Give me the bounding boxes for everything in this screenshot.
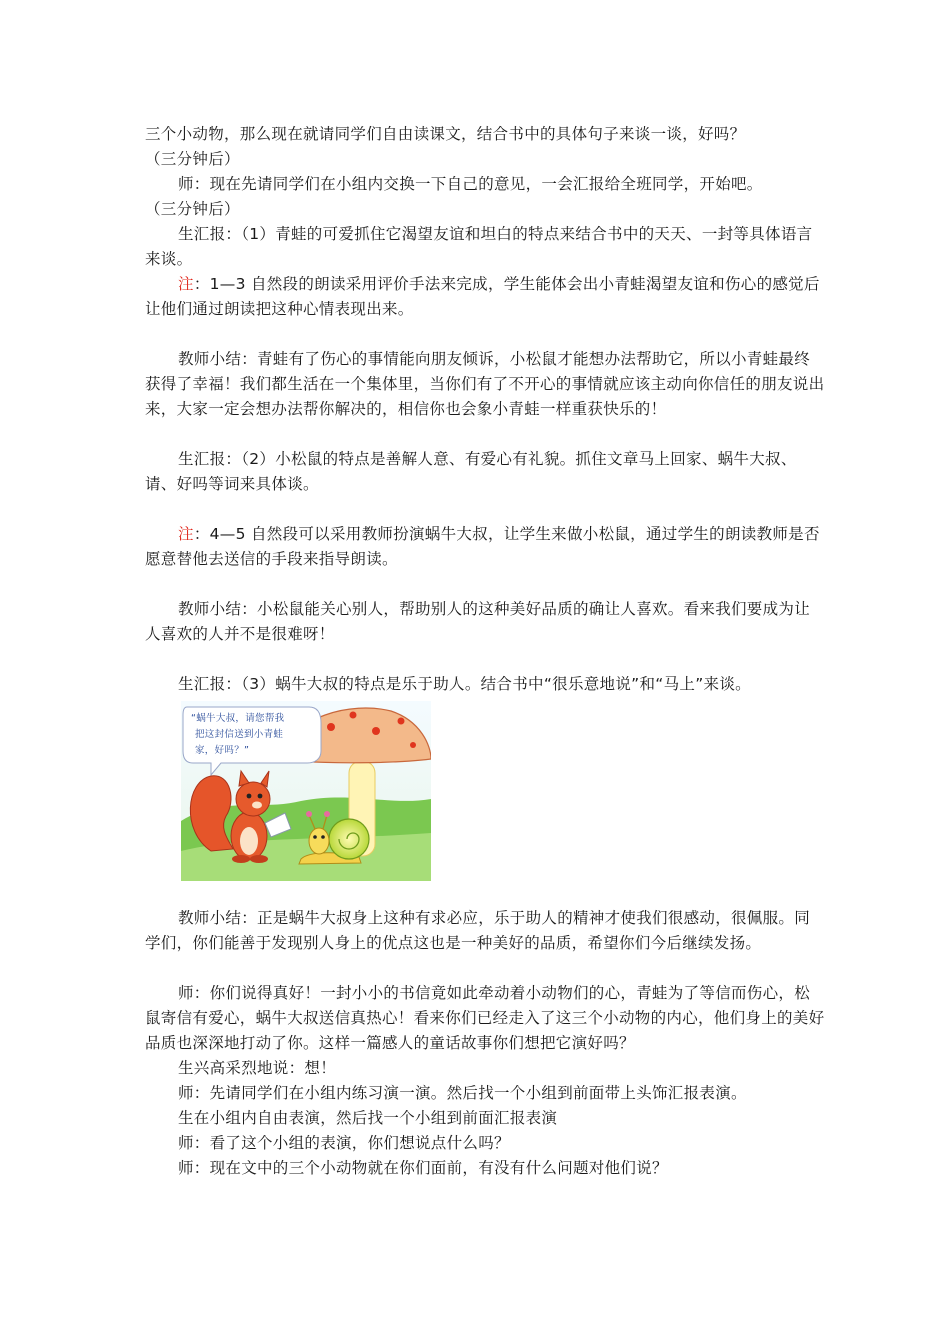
- teacher-summary-1: 教师小结：青蛙有了伤心的事情能向朋友倾诉，小松鼠才能想办法帮助它，所以小青蛙最终获得了幸福！我们都生活在一个集体里，当你们有了不开心的事情就应该主动向你信任的朋友说出来，大家一定会想办法帮你解决的，相信你也会象小青蛙一样重获快乐的！: [145, 350, 825, 418]
- speech-text-line2: 把这封信送到小青蛙: [195, 729, 284, 740]
- document-page: [145, 122, 825, 1181]
- note-1: [145, 272, 825, 322]
- teacher-question-1: 师：看了这个小组的表演，你们想说点什么吗？: [178, 1134, 510, 1152]
- spacer: [145, 572, 825, 597]
- paragraph-1: 三个小动物，那么现在就请同学们自由读课文，结合书中的具体句子来谈一谈，好吗？: [145, 125, 746, 143]
- teacher-summary-2: 教师小结：小松鼠能关心别人，帮助别人的这种美好品质的确让人喜欢。看来我们要成为让人喜欢的人并不是很难呀！: [145, 600, 811, 643]
- teacher-speech-1: 师：你们说得真好！一封小小的书信竟如此牵动着小动物们的心，青蛙为了等信而伤心，松鼠寄信有爱心，蜗牛大叔送信真热心！看来你们已经走入了这三个小动物的内心，他们身上的美好品质也深深地打动了你。这样一篇感人的童话故事你们想把它演好吗？: [145, 984, 825, 1052]
- time-note-2: （三分钟后）: [145, 200, 240, 218]
- student-performance: 生在小组内自由表演，然后找一个小组到前面汇报表演: [178, 1109, 558, 1127]
- illustration-svg: [181, 701, 431, 881]
- paragraph-teacher-1: 师：现在先请同学们在小组内交换一下自己的意见，一会汇报给全班同学，开始吧。: [178, 175, 763, 193]
- note-2: [145, 522, 825, 572]
- mushroom-spot: [372, 727, 380, 735]
- teacher-summary-3: 教师小结：正是蜗牛大叔身上这种有求必应，乐于助人的精神才使我们很感动，很佩服。同学们，你们能善于发现别人身上的优点这也是一种美好的品质，希望你们今后继续发扬。: [145, 909, 811, 952]
- mushroom-spot: [327, 723, 335, 731]
- time-note-1: （三分钟后）: [145, 150, 240, 168]
- spacer: [145, 497, 825, 522]
- speech-text-line1: “蜗牛大叔，请您帮我: [191, 713, 285, 724]
- spacer: [145, 881, 825, 906]
- spacer: [145, 422, 825, 447]
- spacer: [145, 322, 825, 347]
- teacher-question-2: 师：现在文中的三个小动物就在你们面前，有没有什么问题对他们说？: [178, 1159, 668, 1177]
- illustration-squirrel-snail: [181, 701, 431, 881]
- student-report-1: 生汇报：（1）青蛙的可爱抓住它渴望友谊和坦白的特点来结合书中的天天、一封等具体语言来谈。: [145, 225, 813, 268]
- note-text: ：1—3 自然段的朗读采用评价手法来完成，学生能体会出小青蛙渴望友谊和伤心的感觉后让他们通过朗读把这种心情表现出来。: [145, 275, 820, 318]
- student-response: 生兴高采烈地说：想！: [178, 1059, 337, 1077]
- note-label: 注: [178, 525, 194, 543]
- student-report-3: 生汇报：（3）蜗牛大叔的特点是乐于助人。结合书中“很乐意地说”和“马上”来谈。: [178, 675, 751, 693]
- spacer: [145, 956, 825, 981]
- teacher-instruction: 师：先请同学们在小组内练习演一演。然后找一个小组到前面带上头饰汇报表演。: [178, 1084, 747, 1102]
- note-text: ：4—5 自然段可以采用教师扮演蜗牛大叔，让学生来做小松鼠，通过学生的朗读教师是否愿意替他去送信的手段来指导朗读。: [145, 525, 820, 568]
- mushroom-spot: [410, 742, 416, 748]
- note-label: 注: [178, 275, 194, 293]
- speech-text-line3: 家，好吗？”: [195, 745, 250, 756]
- mushroom-spot: [398, 718, 405, 725]
- mushroom-spot: [350, 712, 357, 719]
- spacer: [145, 647, 825, 672]
- student-report-2: 生汇报：（2）小松鼠的特点是善解人意、有爱心有礼貌。抓住文章马上回家、蜗牛大叔、请、好吗等词来具体谈。: [145, 450, 797, 493]
